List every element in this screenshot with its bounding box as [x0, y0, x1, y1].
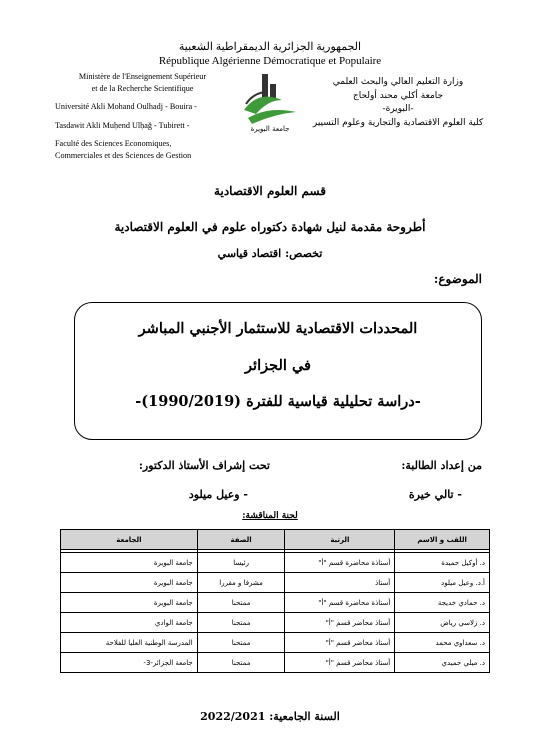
member-name: د. ميلي حميدي [395, 653, 490, 673]
table-row [61, 593, 490, 613]
university-line-1: Université Akli Mohand Oulhadj - Bouira - [55, 102, 197, 111]
member-university: المدرسة الوطنية العليا للفلاحة [61, 633, 198, 653]
col-header-university: الجامعة [61, 530, 198, 550]
member-name: د. أوكيل حميدة [395, 553, 490, 573]
university-logo-icon [238, 70, 302, 138]
logo-caption: جامعة البويرة [250, 125, 290, 133]
col-header-name: اللقب و الاسم [395, 530, 490, 550]
institution-block-fr [55, 71, 230, 161]
table-header-row [61, 530, 490, 550]
member-name: د. سعداوي محمد [395, 633, 490, 653]
member-role: ممتحنا [197, 593, 285, 613]
member-university: جامعة الوادي [61, 613, 198, 633]
member-rank: أستاذ [285, 573, 395, 593]
specialty-value: اقتصاد قياسي [217, 247, 282, 260]
city-ar: -البويرة- [382, 104, 414, 114]
member-role: ممتحنا [197, 633, 285, 653]
committee-label [0, 511, 540, 521]
republic-title-ar: الجمهورية الجزائرية الديمقراطية الشعبية [178, 41, 362, 53]
ministry-line-2: et de la Recherche Scientifique [91, 83, 194, 93]
ministry-line-1: Ministère de l'Enseignement Supérieur [78, 72, 207, 81]
member-university: جامعة الجزائر-3- [61, 653, 198, 673]
member-rank: أستاذ محاضر قسم "أ" [285, 633, 395, 653]
table-row [61, 633, 490, 653]
col-header-role: الصفة [197, 530, 285, 550]
republic-title-fr: République Algérienne Démocratique et Populaire [158, 55, 382, 67]
member-rank: أستاذ محاضر قسم "أ" [285, 653, 395, 673]
thesis-line: أطروحة مقدمة لنيل شهادة دكتوراه علوم في العلوم الاقتصادية [114, 220, 426, 234]
member-rank: أستاذ محاضر قسم "أ" [285, 613, 395, 633]
member-rank: أستاذة محاضرة قسم "أ" [285, 593, 395, 613]
member-name: د. حمادي خديجة [395, 593, 490, 613]
specialty-line [0, 247, 540, 260]
student-name: - تالي خيرة [408, 488, 462, 501]
supervised-by-label: تحت إشراف الأستاذ الدكتور: [138, 459, 270, 472]
prepared-by-label: من إعداد الطالبة: [401, 459, 482, 472]
ministry-ar: وزارة التعليم العالي والبحث العلمي [332, 77, 464, 87]
faculty-ar: كلية العلوم الاقتصادية والتجارية وعلوم التسيير [312, 117, 484, 128]
col-header-rank: الرتبة [285, 530, 395, 550]
table-row [61, 573, 490, 593]
university-line-2: Tasdawit Akli Muḥend Ulḥağ - Tubirett - [55, 120, 190, 130]
supervisor-name: - وعيل ميلود [188, 488, 248, 501]
committee-label-text: لجنة المناقشة: [242, 511, 298, 521]
specialty-label: تخصص: [285, 247, 323, 260]
member-role: مشرفا و مقررا [197, 573, 285, 593]
subject-label: الموضوع: [433, 272, 482, 286]
member-rank: أستاذة محاضرة قسم "أ" [285, 553, 395, 573]
member-name: أ.د. وعيل ميلود [395, 573, 490, 593]
member-university: جامعة البويرة [61, 573, 198, 593]
academic-year-label: السنة الجامعية: [269, 710, 340, 723]
member-university: جامعة البويرة [61, 553, 198, 573]
member-role: ممتحنا [197, 613, 285, 633]
table-row [61, 653, 490, 673]
member-name: د. زلاسي رياض [395, 613, 490, 633]
academic-year [0, 710, 540, 723]
institution-block-ar [298, 76, 498, 130]
committee-table [60, 529, 490, 673]
faculty-line-2: Commerciales et des Sciences de Gestion [55, 150, 192, 160]
department-title: قسم العلوم الاقتصادية [214, 184, 326, 198]
member-role: رئيسا [197, 553, 285, 573]
thesis-title-line-3: -دراسة تحليلية قياسية للفترة (1990/2019)- [135, 393, 421, 410]
member-university: جامعة البويرة [61, 593, 198, 613]
thesis-title-line-1: المحددات الاقتصادية للاستثمار الأجنبي المباشر [138, 320, 418, 337]
university-ar: جامعة أكلي محند أولحاج [352, 90, 444, 101]
table-row [61, 613, 490, 633]
table-row [61, 553, 490, 573]
faculty-line-1: Faculté des Sciences Economiques, [55, 139, 172, 148]
thesis-title-line-2: في الجزائر [245, 357, 311, 374]
academic-year-value: 2022/2021 [200, 710, 266, 723]
member-role: ممتحنا [197, 653, 285, 673]
